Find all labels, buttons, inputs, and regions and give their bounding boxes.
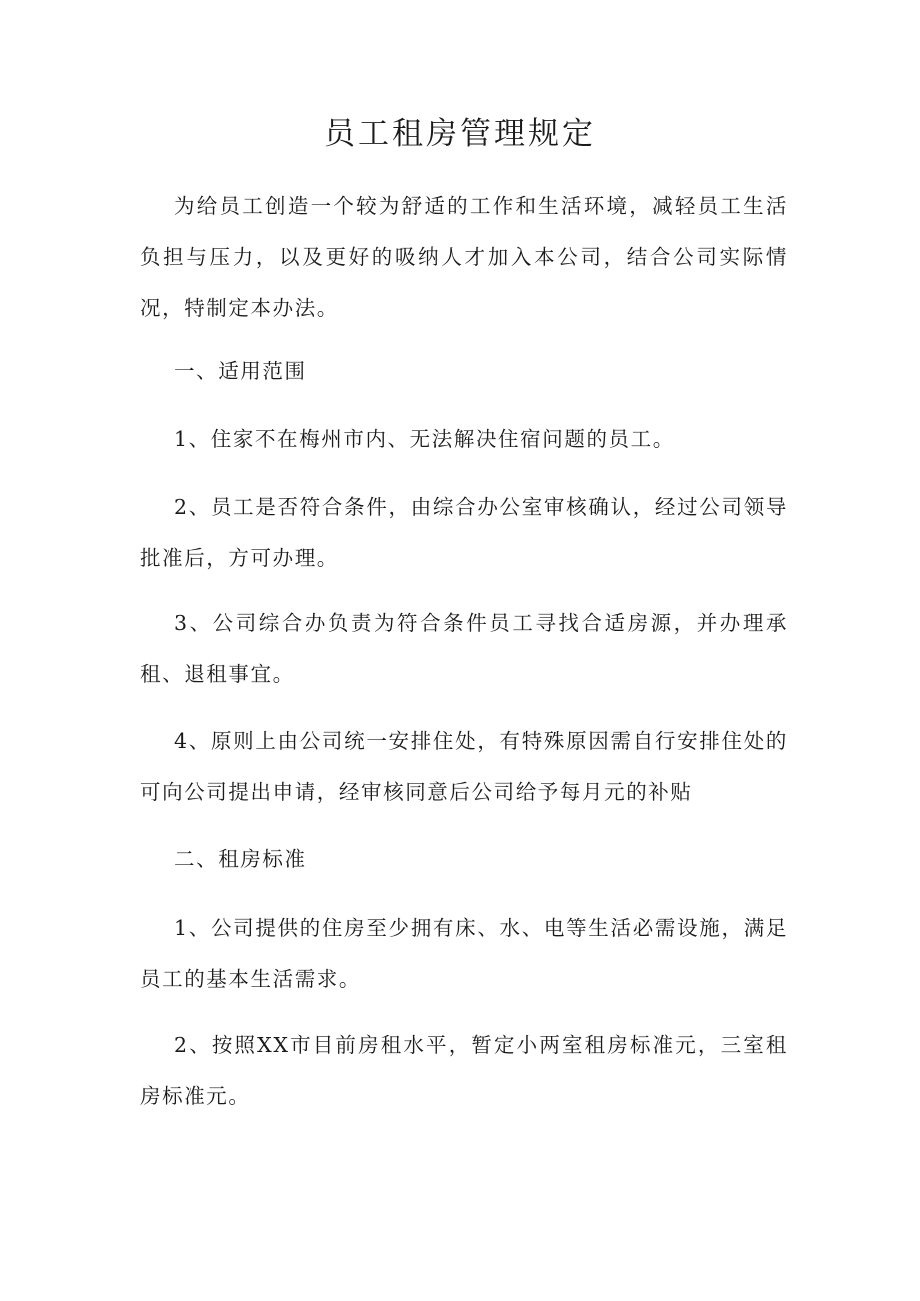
section-heading-standard: 二、租房标准 [174,847,307,871]
scope-item-3: 3、公司综合办负责为符合条件员工寻找合适房源，并办理承租、退租事宜。 [140,611,788,686]
scope-item-1: 1、住家不在梅州市内、无法解决住宿问题的员工。 [174,427,675,451]
section-heading-scope: 一、适用范围 [174,359,307,383]
standard-item-1: 1、公司提供的住房至少拥有床、水、电等生活必需设施，满足员工的基本生活需求。 [140,916,788,991]
scope-item-2: 2、员工是否符合条件，由综合办公室审核确认，经过公司领导批准后，方可办理。 [140,495,788,570]
standard-item-2: 2、按照XX市目前房租水平，暂定小两室租房标准元，三室租房标准元。 [140,1033,788,1108]
intro-paragraph: 为给员工创造一个较为舒适的工作和生活环境，减轻员工生活负担与压力，以及更好的吸纳人才加入本公司，结合公司实际情况，特制定本办法。 [140,194,788,320]
document-title: 员工租房管理规定 [324,116,596,152]
scope-item-4: 4、原则上由公司统一安排住处，有特殊原因需自行安排住处的可向公司提出申请，经审核同意后公司给予每月元的补贴 [140,729,788,804]
